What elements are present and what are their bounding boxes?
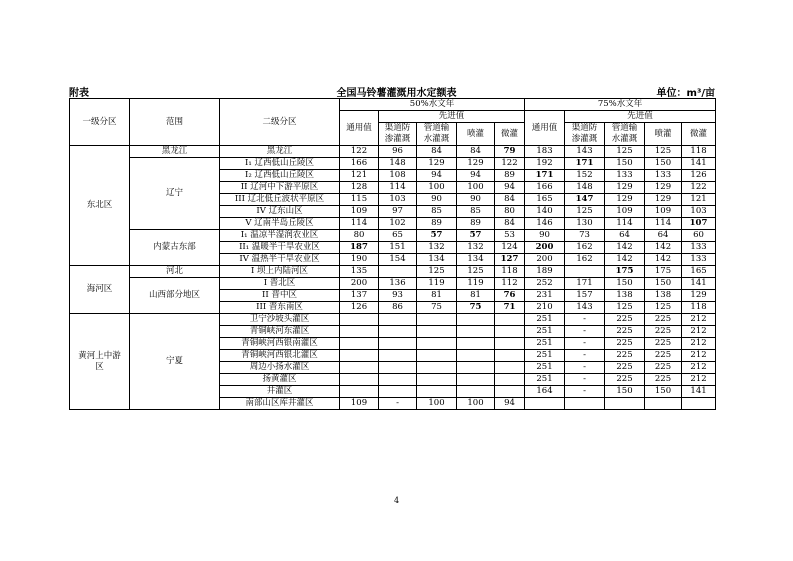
value-cell: 152: [565, 170, 605, 182]
value-cell: [417, 326, 457, 338]
value-cell: 162: [565, 242, 605, 254]
value-cell: 225: [645, 362, 682, 374]
value-cell: 121: [340, 170, 379, 182]
scope-cell: 黑龙江: [130, 146, 220, 158]
value-cell: 129: [457, 158, 495, 170]
value-cell: [379, 266, 417, 278]
value-cell: [495, 350, 525, 362]
value-cell: 84: [495, 194, 525, 206]
value-cell: 212: [682, 326, 716, 338]
value-cell: [379, 314, 417, 326]
value-cell: 126: [682, 170, 716, 182]
table-body: [70, 146, 716, 410]
value-cell: [565, 398, 605, 410]
value-cell: [417, 374, 457, 386]
value-cell: 138: [645, 290, 682, 302]
value-cell: 73: [565, 230, 605, 242]
value-cell: 57: [457, 230, 495, 242]
value-cell: 134: [417, 254, 457, 266]
level2-cell: I₁ 辽西低山丘陵区: [220, 158, 340, 170]
value-cell: 132: [457, 242, 495, 254]
value-cell: 147: [565, 194, 605, 206]
value-cell: 108: [379, 170, 417, 182]
value-cell: [340, 386, 379, 398]
level2-cell: II₁ 温暖半干旱农业区: [220, 242, 340, 254]
value-cell: 162: [565, 254, 605, 266]
value-cell: 141: [682, 386, 716, 398]
value-cell: [457, 338, 495, 350]
col-level2: 二级分区: [220, 99, 340, 146]
value-cell: 142: [605, 254, 645, 266]
value-cell: [495, 374, 525, 386]
value-cell: 171: [525, 170, 565, 182]
value-cell: [340, 374, 379, 386]
value-cell: 150: [605, 158, 645, 170]
value-cell: [417, 362, 457, 374]
value-cell: 231: [525, 290, 565, 302]
value-cell: 151: [379, 242, 417, 254]
value-cell: 125: [605, 302, 645, 314]
value-cell: 150: [605, 386, 645, 398]
value-cell: -: [565, 374, 605, 386]
value-cell: 225: [605, 350, 645, 362]
value-cell: [340, 350, 379, 362]
value-cell: 129: [605, 194, 645, 206]
value-cell: 133: [605, 170, 645, 182]
table-row: [70, 314, 716, 326]
value-cell: 118: [495, 266, 525, 278]
value-cell: 212: [682, 338, 716, 350]
value-cell: [645, 398, 682, 410]
value-cell: 164: [525, 386, 565, 398]
value-cell: 57: [417, 230, 457, 242]
value-cell: 150: [645, 278, 682, 290]
value-cell: 81: [457, 290, 495, 302]
level2-cell: I 坝上内陆河区: [220, 266, 340, 278]
value-cell: [495, 326, 525, 338]
value-cell: 225: [645, 338, 682, 350]
value-cell: 225: [645, 326, 682, 338]
value-cell: 129: [645, 194, 682, 206]
value-cell: 183: [525, 146, 565, 158]
value-cell: 114: [340, 218, 379, 230]
value-cell: [457, 362, 495, 374]
value-cell: 90: [457, 194, 495, 206]
value-cell: 125: [645, 146, 682, 158]
level2-cell: I₁ 温凉半湿润农业区: [220, 230, 340, 242]
value-cell: 175: [605, 266, 645, 278]
value-cell: 143: [565, 146, 605, 158]
value-cell: 85: [417, 206, 457, 218]
value-cell: 134: [457, 254, 495, 266]
value-cell: 130: [565, 218, 605, 230]
value-cell: 150: [645, 158, 682, 170]
value-cell: 97: [379, 206, 417, 218]
value-cell: 125: [605, 146, 645, 158]
value-cell: -: [565, 350, 605, 362]
value-cell: [417, 314, 457, 326]
value-cell: 225: [605, 314, 645, 326]
scope-cell: 宁夏: [130, 314, 220, 410]
value-cell: 148: [565, 182, 605, 194]
value-cell: 125: [565, 206, 605, 218]
value-cell: 118: [682, 302, 716, 314]
level2-cell: 卫宁沙坡头灌区: [220, 314, 340, 326]
col-p50: 50%水文年: [340, 99, 525, 111]
value-cell: 114: [605, 218, 645, 230]
value-cell: 166: [525, 182, 565, 194]
value-cell: 79: [495, 146, 525, 158]
table-row: [70, 278, 716, 290]
value-cell: 212: [682, 314, 716, 326]
value-cell: 100: [417, 182, 457, 194]
value-cell: 137: [340, 290, 379, 302]
col-micro-75: 微灌: [682, 123, 716, 146]
value-cell: 76: [495, 290, 525, 302]
level2-cell: II 辽河中下游平原区: [220, 182, 340, 194]
value-cell: 109: [340, 398, 379, 410]
value-cell: 225: [605, 362, 645, 374]
value-cell: [340, 326, 379, 338]
value-cell: 125: [645, 302, 682, 314]
value-cell: 80: [340, 230, 379, 242]
value-cell: 84: [417, 146, 457, 158]
value-cell: [525, 398, 565, 410]
value-cell: 129: [417, 158, 457, 170]
value-cell: 122: [495, 158, 525, 170]
table-row: [70, 266, 716, 278]
col-micro-50: 微灌: [495, 123, 525, 146]
level2-cell: 青铜峡河东灌区: [220, 326, 340, 338]
value-cell: 109: [605, 206, 645, 218]
value-cell: 133: [645, 170, 682, 182]
level1-cell: 黄河上中游区: [70, 314, 130, 410]
value-cell: [417, 338, 457, 350]
unit-label: 单位：m³/亩: [656, 88, 715, 99]
value-cell: 148: [379, 158, 417, 170]
level2-cell: 井灌区: [220, 386, 340, 398]
value-cell: 75: [417, 302, 457, 314]
value-cell: [457, 386, 495, 398]
value-cell: [495, 338, 525, 350]
col-sprinkler-50: 喷灌: [457, 123, 495, 146]
value-cell: 84: [457, 146, 495, 158]
value-cell: [379, 374, 417, 386]
value-cell: -: [565, 338, 605, 350]
value-cell: [417, 386, 457, 398]
value-cell: [682, 398, 716, 410]
value-cell: [340, 362, 379, 374]
value-cell: 200: [525, 242, 565, 254]
value-cell: 94: [495, 182, 525, 194]
value-cell: [379, 350, 417, 362]
value-cell: 141: [682, 278, 716, 290]
value-cell: 175: [645, 266, 682, 278]
value-cell: 125: [417, 266, 457, 278]
col-canal-75: 渠道防 渗灌溉: [565, 123, 605, 146]
value-cell: 187: [340, 242, 379, 254]
value-cell: 118: [682, 146, 716, 158]
value-cell: 133: [682, 242, 716, 254]
value-cell: [379, 362, 417, 374]
value-cell: 146: [525, 218, 565, 230]
level2-cell: 周边小扬水灌区: [220, 362, 340, 374]
value-cell: 119: [457, 278, 495, 290]
water-quota-table: [69, 98, 716, 410]
value-cell: 142: [605, 242, 645, 254]
value-cell: 251: [525, 374, 565, 386]
level2-cell: 扬黄灌区: [220, 374, 340, 386]
scope-cell: 内蒙古东部: [130, 230, 220, 266]
value-cell: 192: [525, 158, 565, 170]
level2-cell: I 晋北区: [220, 278, 340, 290]
value-cell: 90: [417, 194, 457, 206]
value-cell: -: [565, 314, 605, 326]
col-pipe-50: 管道输 水灌溉: [417, 123, 457, 146]
value-cell: -: [565, 386, 605, 398]
value-cell: 114: [645, 218, 682, 230]
value-cell: 124: [495, 242, 525, 254]
value-cell: 103: [379, 194, 417, 206]
value-cell: 251: [525, 338, 565, 350]
value-cell: 225: [645, 350, 682, 362]
table-row: [70, 230, 716, 242]
value-cell: 142: [645, 242, 682, 254]
level1-cell: 海河区: [70, 266, 130, 314]
col-level1: 一级分区: [70, 99, 130, 146]
value-cell: 225: [605, 338, 645, 350]
level2-cell: 黑龙江: [220, 146, 340, 158]
value-cell: 154: [379, 254, 417, 266]
level2-cell: 青铜峡河西银南灌区: [220, 338, 340, 350]
value-cell: 60: [682, 230, 716, 242]
value-cell: 100: [417, 398, 457, 410]
value-cell: 171: [565, 158, 605, 170]
scope-cell: 辽宁: [130, 158, 220, 230]
col-sprinkler-75: 喷灌: [645, 123, 682, 146]
value-cell: 122: [340, 146, 379, 158]
value-cell: 190: [340, 254, 379, 266]
value-cell: 109: [645, 206, 682, 218]
scope-cell: 河北: [130, 266, 220, 278]
col-pipe-75: 管道输 水灌溉: [605, 123, 645, 146]
value-cell: 64: [605, 230, 645, 242]
value-cell: [565, 266, 605, 278]
value-cell: 251: [525, 350, 565, 362]
value-cell: 132: [417, 242, 457, 254]
value-cell: 80: [495, 206, 525, 218]
value-cell: 122: [682, 182, 716, 194]
value-cell: 94: [417, 170, 457, 182]
level2-cell: II 晋中区: [220, 290, 340, 302]
value-cell: [340, 314, 379, 326]
value-cell: 212: [682, 350, 716, 362]
value-cell: 89: [495, 170, 525, 182]
level2-cell: III 晋东南区: [220, 302, 340, 314]
value-cell: 166: [340, 158, 379, 170]
value-cell: 157: [565, 290, 605, 302]
value-cell: [605, 398, 645, 410]
value-cell: -: [565, 362, 605, 374]
value-cell: 125: [457, 266, 495, 278]
value-cell: 64: [645, 230, 682, 242]
value-cell: [457, 374, 495, 386]
value-cell: 141: [682, 158, 716, 170]
value-cell: 165: [682, 266, 716, 278]
value-cell: 96: [379, 146, 417, 158]
value-cell: 53: [495, 230, 525, 242]
value-cell: 142: [645, 254, 682, 266]
value-cell: 252: [525, 278, 565, 290]
value-cell: 225: [645, 374, 682, 386]
value-cell: 81: [417, 290, 457, 302]
value-cell: [495, 386, 525, 398]
value-cell: 65: [379, 230, 417, 242]
level2-cell: IV 辽东山区: [220, 206, 340, 218]
level2-cell: V 辽南半岛丘陵区: [220, 218, 340, 230]
value-cell: 251: [525, 326, 565, 338]
value-cell: 212: [682, 374, 716, 386]
value-cell: [340, 338, 379, 350]
value-cell: 94: [495, 398, 525, 410]
value-cell: [379, 338, 417, 350]
table-row: [70, 146, 716, 158]
value-cell: 103: [682, 206, 716, 218]
value-cell: 135: [340, 266, 379, 278]
value-cell: 115: [340, 194, 379, 206]
value-cell: 128: [340, 182, 379, 194]
table-row: [70, 158, 716, 170]
value-cell: 129: [682, 290, 716, 302]
value-cell: 100: [457, 398, 495, 410]
value-cell: [457, 326, 495, 338]
value-cell: 225: [645, 314, 682, 326]
value-cell: [457, 314, 495, 326]
value-cell: 189: [525, 266, 565, 278]
value-cell: 71: [495, 302, 525, 314]
value-cell: 200: [525, 254, 565, 266]
col-scope: 范围: [130, 99, 220, 146]
level2-cell: 青铜峡河西银北灌区: [220, 350, 340, 362]
value-cell: 150: [605, 278, 645, 290]
value-cell: [495, 314, 525, 326]
value-cell: 107: [682, 218, 716, 230]
value-cell: 75: [457, 302, 495, 314]
value-cell: 200: [340, 278, 379, 290]
value-cell: 165: [525, 194, 565, 206]
col-canal-50: 渠道防 渗灌溉: [379, 123, 417, 146]
value-cell: 86: [379, 302, 417, 314]
col-p75: 75%水文年: [525, 99, 716, 111]
value-cell: 129: [645, 182, 682, 194]
value-cell: 114: [379, 182, 417, 194]
value-cell: 212: [682, 362, 716, 374]
value-cell: 251: [525, 314, 565, 326]
value-cell: 171: [565, 278, 605, 290]
value-cell: 126: [340, 302, 379, 314]
value-cell: [417, 350, 457, 362]
value-cell: 112: [495, 278, 525, 290]
value-cell: 121: [682, 194, 716, 206]
value-cell: [379, 386, 417, 398]
value-cell: 210: [525, 302, 565, 314]
scope-cell: 山西部分地区: [130, 278, 220, 314]
value-cell: 225: [605, 374, 645, 386]
value-cell: 138: [605, 290, 645, 302]
value-cell: 150: [645, 386, 682, 398]
appendix-label: 附表: [69, 88, 89, 99]
value-cell: 109: [340, 206, 379, 218]
value-cell: 133: [682, 254, 716, 266]
value-cell: 136: [379, 278, 417, 290]
level2-cell: III 辽北低丘波状平原区: [220, 194, 340, 206]
col-general-50: 通用值: [340, 111, 379, 146]
value-cell: 129: [605, 182, 645, 194]
page-number: 4: [393, 496, 400, 505]
value-cell: 89: [457, 218, 495, 230]
value-cell: 100: [457, 182, 495, 194]
value-cell: 89: [417, 218, 457, 230]
value-cell: 119: [417, 278, 457, 290]
value-cell: 251: [525, 362, 565, 374]
value-cell: [379, 326, 417, 338]
value-cell: [457, 350, 495, 362]
value-cell: 90: [525, 230, 565, 242]
level1-cell: 东北区: [70, 146, 130, 266]
value-cell: 127: [495, 254, 525, 266]
value-cell: 94: [457, 170, 495, 182]
value-cell: 85: [457, 206, 495, 218]
level2-cell: 南部山区库井灌区: [220, 398, 340, 410]
level2-cell: I₂ 辽西低山丘陵区: [220, 170, 340, 182]
level2-cell: IV 温热半干旱农业区: [220, 254, 340, 266]
col-advanced-50: 先进值: [379, 111, 525, 123]
col-advanced-75: 先进值: [565, 111, 716, 123]
value-cell: -: [565, 326, 605, 338]
table-title: 全国马铃薯灌溉用水定额表: [336, 88, 457, 99]
value-cell: [495, 362, 525, 374]
value-cell: 140: [525, 206, 565, 218]
value-cell: 143: [565, 302, 605, 314]
value-cell: 225: [605, 326, 645, 338]
col-general-75: 通用值: [525, 111, 565, 146]
value-cell: 84: [495, 218, 525, 230]
value-cell: 102: [379, 218, 417, 230]
value-cell: 93: [379, 290, 417, 302]
value-cell: -: [379, 398, 417, 410]
